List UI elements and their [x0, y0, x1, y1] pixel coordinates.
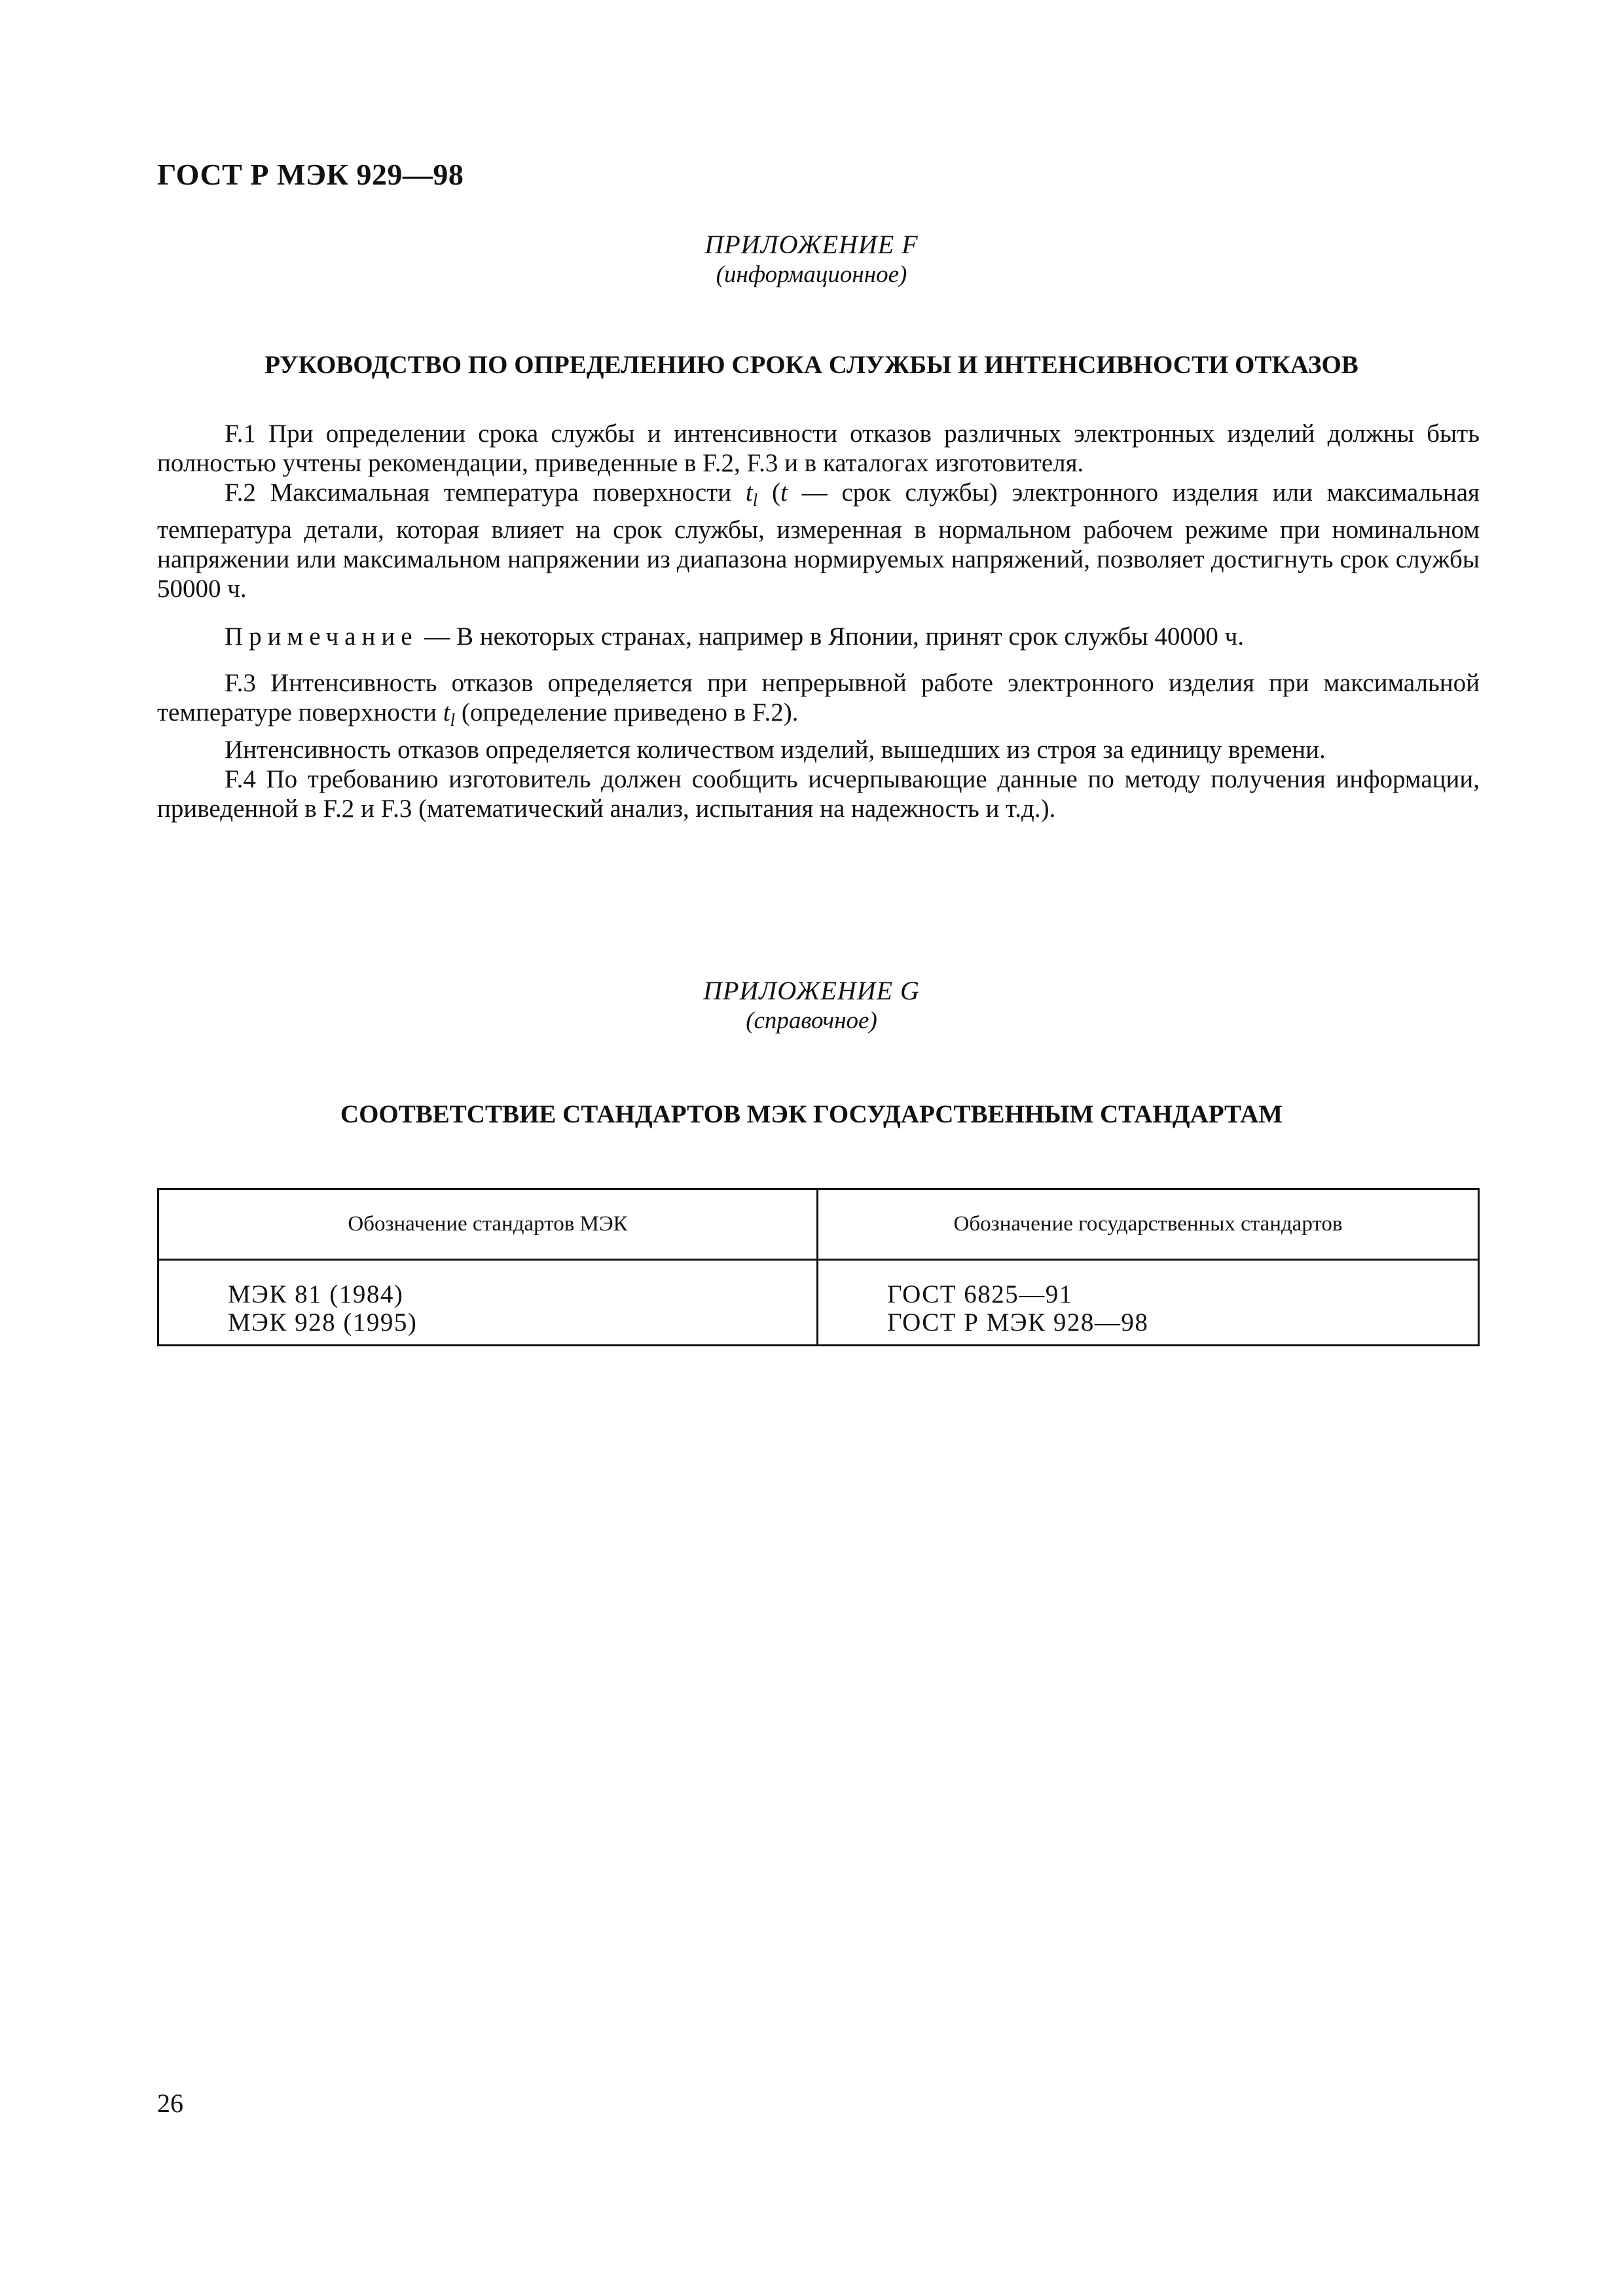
- f2-symbol-sub: l: [752, 490, 758, 510]
- f2-text-1: F.2 Максимальная температура поверхности: [225, 478, 746, 507]
- annex-g-title: ПРИЛОЖЕНИЕ G: [703, 976, 920, 1005]
- gost-standards-cell: [818, 1261, 1478, 1344]
- paragraph-f1: F.1 При определении срока службы и интенсивности отказов различных электронных изделий должны быть полностью учтены рекомендации, приведенные в F.2, F.3 и в каталогах изготовителя.: [157, 420, 1480, 477]
- page-number: 26: [157, 2089, 183, 2118]
- paragraph-f2: [157, 478, 1480, 603]
- annex-f-body: [157, 419, 1480, 823]
- annex-f-title: ПРИЛОЖЕНИЕ F: [704, 230, 919, 259]
- header-gost: Обозначение государственных стандартов: [953, 1212, 1343, 1236]
- annex-g-type: (справочное): [746, 1007, 877, 1034]
- annex-f-heading: РУКОВОДСТВО ПО ОПРЕДЕЛЕНИЮ СРОКА СЛУЖБЫ И ИНТЕНСИВНОСТИ ОТКАЗОВ: [264, 351, 1359, 379]
- iec-standard: МЭК 928 (1995): [228, 1308, 418, 1336]
- f3-symbol-t: t: [443, 698, 450, 726]
- f3-text-2: (определение приведено в F.2).: [455, 698, 799, 726]
- note-label: Примечание: [225, 622, 418, 651]
- paragraph-f3-extra: Интенсивность отказов определяется количеством изделий, вышедших из строя за единицу времени.: [225, 736, 1326, 764]
- table-row: [159, 1261, 1478, 1344]
- f2-symbol-t: t: [745, 478, 753, 507]
- f3-symbol-sub: l: [450, 710, 456, 730]
- paragraph-f3: [157, 668, 1480, 735]
- f2-symbol-t2: t: [780, 478, 788, 507]
- gost-standard: ГОСТ Р МЭК 928—98: [887, 1308, 1149, 1336]
- header-iec: Обозначение стандартов МЭК: [159, 1190, 818, 1259]
- note: [157, 622, 1480, 651]
- f2-text-3: — срок службы) электронного изделия или максимальная температура детали, которая влияет на срок службы, измеренная в нормальном рабочем режиме при номинальном напряжении или максимальном напряжении из диапазона нормируемых напряжений, позволяет достигнуть срок службы 50000 ч.: [157, 478, 1480, 603]
- iec-standard: МЭК 81 (1984): [228, 1280, 404, 1308]
- f3-text-1: F.3 Интенсивность отказов определяется при непрерывной работе электронного изделия при максимальной температуре поверхности: [157, 669, 1480, 726]
- f2-text-2: (: [757, 478, 781, 507]
- paragraph-f4: F.4 По требованию изготовитель должен сообщить исчерпывающие данные по методу получения информации, приведенной в F.2 и F.3 (математический анализ, испытания на надежность и т.д.).: [157, 765, 1480, 823]
- annex-g-heading: СООТВЕТСТВИЕ СТАНДАРТОВ МЭК ГОСУДАРСТВЕННЫМ СТАНДАРТАМ: [340, 1100, 1283, 1128]
- iec-standards-cell: [159, 1261, 818, 1344]
- table-header-row: [159, 1190, 1478, 1261]
- gost-standard: ГОСТ 6825—91: [887, 1280, 1073, 1308]
- annex-f-type: (информационное): [716, 261, 907, 288]
- standards-table: [157, 1188, 1480, 1346]
- note-text: — В некоторых странах, например в Японии, принят срок службы 40000 ч.: [418, 622, 1244, 651]
- document-id: ГОСТ Р МЭК 929—98: [157, 158, 464, 191]
